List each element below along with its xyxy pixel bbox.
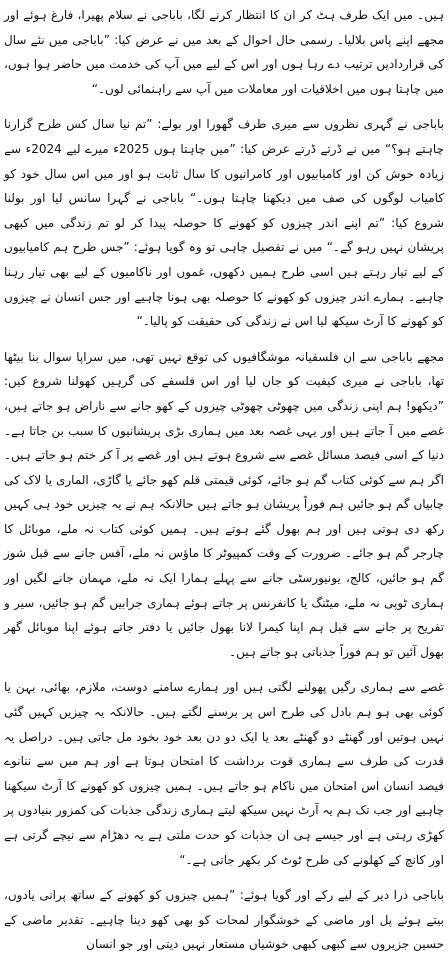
article-paragraph: غصے سے ہماری رگیں پھولنے لگتی ہیں اور ہمارے سامنے دوست، ملازم، بھائی، بہن یا کوئی بھی ہو ہم بادل کی طرح اس پر برسنے لگتے ہیں۔ حالانکہ یہ چیزیں کہیں گئی نہیں ہوتیں اور گھنٹے دو گھنٹے بعد یا ایک دو دن بعد خود بخود مل جاتی ہیں۔ دراصل یہ قدرت کی طرف سے ہماری قوت برداشت کا امتحان ہوتا ہے اور ہم میں سے ننانوے فیصد انسان اس امتحان میں ناکام ہو جاتے ہیں۔ ہمیں چیزوں کو کھونے کا آرٹ سیکھنا چاہیے اور جب تک ہم یہ آرٹ نہیں سیکھ لیتے ہماری زندگی جذبات کی کمزور بنیادوں پر کھڑی رہتی ہے اور جیسے ہی ان جذبات کو حدت ملتی ہے یہ دھڑام سے نیچے گرتی ہے اور کانچ کے کھلونے کی طرح ٹوٹ کر بکھر جاتی ہے۔“ (4, 680, 444, 867)
article-paragraph: ہیں۔ میں ایک طرف ہٹ کر ان کا انتظار کرنے لگا، باباجی نے سلام پھیرا، فارغ ہوئے اور مجھے اپنے پاس بلالیا۔ رسمی حال احوال کے بعد میں نے عرض کیا: ”باباجی میں نئے سال کی قراردادیں ترتیب دے رہا ہوں اور اس کے لیے میں آپ کی خدمت میں حاضر ہوا ہوں، میں چاہتا ہوں میں اخلاقیات اور معاملات میں آپ سے راہنمائی لوں۔“ (4, 8, 444, 96)
article-paragraph: باباجی ذرا دیر کے لیے رکے اور گویا ہوئے: ”ہمیں چیزوں کو کھونے کے ساتھ پرانی یادوں، بیتے ہوئے پل اور ماضی کے خوشگوار لمحات کو بھی کھو دینا چاہیے۔ تقدیر ماضی کے حسین جزیروں سے کبھی کبھی خوشیاں مستعار نہیں دیتی اور جو انسان (4, 888, 444, 952)
article-paragraph: باباجی نے گہری نظروں سے میری طرف گھورا اور بولے: ”تم نیا سال کس طرح گزارنا چاہتے ہو؟“ میں نے ڈرتے ڈرتے عرض کیا: ”میں چاہتا ہوں 2025ء میرے لیے 2024ء سے زیادہ خوش کن اور کامیابیوں اور کامرانیوں کا سال ثابت ہو اور میں اس سال خود کو کامیاب لوگوں کی صف میں دیکھنا چاہتا ہوں۔“ باباجی نے گہرا سانس لیا اور بولنا شروع کیا: ”تم اپنے اندر چیزوں کو کھونے کا حوصلہ پیدا کر لو تم زندگی میں کبھی پریشان نہیں رہو گے۔“ میں نے تفصیل چاہی تو وہ گویا ہوئے: ”جس طرح ہم کامیابیوں کے لیے تیار رہتے ہیں اسی طرح ہمیں دکھوں، غموں اور ناکامیوں کے لیے بھی تیار رہنا چاہیے۔ ہمارے اندر چیزوں کو کھونے کا حوصلہ بھی ہونا چاہیے اور جس انسان نے چیزوں کو کھونے کا آرٹ سیکھ لیا اس نے زندگی کی حقیقت کو پالیا۔“ (4, 117, 444, 329)
article-paragraph: مجھے باباجی سے ان فلسفیانہ موشگافیوں کی توقع نہیں تھی، میں سراپا سوال بنا بیٹھا تھا، باباجی نے میری کیفیت کو جان لیا اور اس فلسفے کی گرہیں کھولنا شروع کیں: ”دیکھو! ہم اپنی زندگی میں چھوٹی چھوٹی چیزوں کے کھو جانے سے ناراض ہو جاتے ہیں، غصے میں آ جاتے ہیں اور یہی غصہ بعد میں ہماری بڑی پریشانیوں کا سبب بن جاتا ہے۔ دنیا کے اسی فیصد مسائل غصے سے شروع ہوتے ہیں اور غصے پر آ کر ختم ہو جاتے ہیں۔ اگر ہم سے کوئی کتاب گم ہو جائے، کوئی قیمتی قلم کھو جائے یا گاڑی، الماری یا لاک کی چابیاں گم ہو جائیں ہم فوراً پریشان ہو جاتے ہیں حالانکہ ہم نے یہ چیزیں خود ہی کہیں رکھ دی ہوتی ہیں اور ہم بھول گئے ہوتے ہیں۔ ہمیں کوئی کتاب نہ ملے، موبائل کا چارجر گم ہو جائے۔ ضرورت کے وقت کمپیوٹر کا ماؤس نہ ملے، آفس جانے سے قبل شوز گم ہو جائیں، کالج، یونیورسٹی جانے سے پہلے ہمارا ایک نہ ملے، مہمان جانے لگیں اور ہماری ٹوپی نہ ملے، میٹنگ یا کانفرنس پر جاتے ہوئے ہماری جرابیں گم ہو جائیں، سیر و تفریح پر جانے سے قبل ہم اپنا کیمرا لانا بھول جائیں یا دفتر جاتے ہوئے اپنا موبائل گھر بھول آئیں تو ہم فوراً جذباتی ہو جاتے ہیں۔ (4, 349, 444, 659)
